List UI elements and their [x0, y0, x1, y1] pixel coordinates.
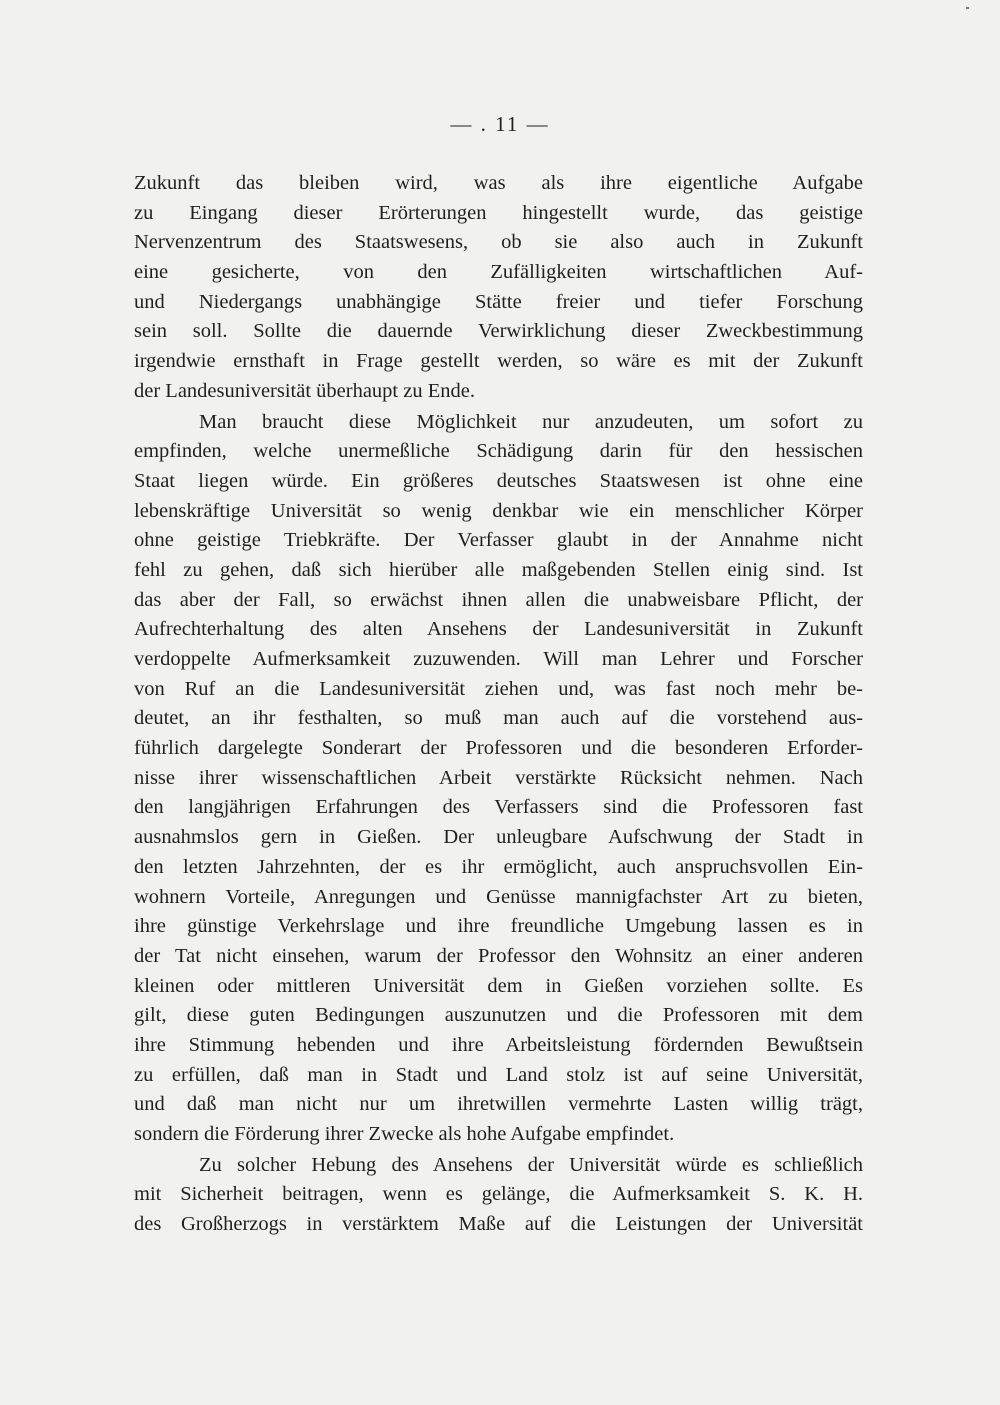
- text-line: Staat liegen würde. Ein größeres deutsches Staatswesen ist ohne eine: [134, 469, 863, 492]
- paragraph: [134, 408, 863, 1150]
- text-line: wohnern Vorteile, Anregungen und Genüsse mannigfachster Art zu bieten,: [134, 885, 863, 908]
- text-line: Zukunft das bleiben wird, was als ihre eigentliche Aufgabe: [134, 172, 863, 194]
- text-line: irgendwie ernsthaft in Frage gestellt werden, so wäre es mit der Zukunft: [134, 350, 863, 373]
- text-line: ihre günstige Verkehrslage und ihre freundliche Umgebung lassen es in: [134, 915, 863, 938]
- text-line: sondern die Förderung ihrer Zwecke als hohe Aufgabe empfindet.: [134, 1123, 675, 1145]
- text-line: empfinden, welche unermeßliche Schädigung darin für den hessischen: [134, 440, 863, 463]
- page-body-text: [134, 169, 863, 1240]
- text-line: Man braucht diese Möglichkeit nur anzudeuten, um sofort zu: [199, 410, 863, 433]
- text-line: Nervenzentrum des Staatswesens, ob sie also auch in Zukunft: [134, 231, 863, 254]
- text-line: den langjährigen Erfahrungen des Verfassers sind die Professoren fast: [134, 796, 863, 819]
- text-line: des Großherzogs in verstärktem Maße auf die Leistungen der Universität: [134, 1213, 863, 1236]
- text-line: gilt, diese guten Bedingungen auszunutzen und die Professoren mit dem: [134, 1004, 863, 1027]
- text-line: führlich dargelegte Sonderart der Professoren und die besonderen Erforder-: [134, 737, 863, 760]
- text-line: zu erfüllen, daß man in Stadt und Land stolz ist auf seine Universität,: [134, 1063, 863, 1086]
- text-line: Zu solcher Hebung des Ansehens der Universität würde es schließlich: [199, 1153, 863, 1176]
- text-line: Aufrechterhaltung des alten Ansehens der Landesuniversität in Zukunft: [134, 618, 863, 641]
- text-line: ohne geistige Triebkräfte. Der Verfasser glaubt in der Annahme nicht: [134, 529, 863, 552]
- scan-speck: [966, 7, 969, 9]
- text-line: lebenskräftige Universität so wenig denkbar wie ein menschlicher Körper: [134, 499, 863, 522]
- text-line: ausnahmslos gern in Gießen. Der unleugbare Aufschwung der Stadt in: [134, 826, 863, 849]
- text-line: von Ruf an die Landesuniversität ziehen und, was fast noch mehr be-: [134, 677, 863, 700]
- text-line: der Landesuniversität überhaupt zu Ende.: [134, 379, 475, 402]
- text-line: und Niedergangs unabhängige Stätte freier und tiefer Forschung: [134, 290, 863, 313]
- text-line: der Tat nicht einsehen, warum der Professor den Wohnsitz an einer anderen: [134, 944, 863, 967]
- paragraph: [134, 169, 863, 407]
- text-line: zu Eingang dieser Erörterungen hingestellt wurde, das geistige: [134, 201, 863, 224]
- text-line: ihre Stimmung hebenden und ihre Arbeitsleistung fördernden Bewußtsein: [134, 1033, 863, 1056]
- text-line: den letzten Jahrzehnten, der es ihr ermöglicht, auch anspruchsvollen Ein-: [134, 855, 863, 878]
- text-line: deutet, an ihr festhalten, so muß man auch auf die vorstehend aus-: [134, 707, 863, 730]
- text-line: fehl zu gehen, daß sich hierüber alle maßgebenden Stellen einig sind. Ist: [134, 558, 863, 581]
- text-line: und daß man nicht nur um ihretwillen vermehrte Lasten willig trägt,: [134, 1093, 863, 1116]
- text-line: kleinen oder mittleren Universität dem in Gießen vorziehen sollte. Es: [134, 974, 863, 997]
- text-line: sein soll. Sollte die dauernde Verwirklichung dieser Zweckbestimmung: [134, 320, 863, 343]
- text-line: mit Sicherheit beitragen, wenn es gelänge, die Aufmerksamkeit S. K. H.: [134, 1183, 863, 1206]
- text-line: verdoppelte Aufmerksamkeit zuzuwenden. Will man Lehrer und Forscher: [134, 648, 863, 670]
- page-number: — . 11 —: [450, 112, 550, 136]
- text-line: das aber der Fall, so erwächst ihnen allen die unabweisbare Pflicht, der: [134, 588, 863, 611]
- text-line: nisse ihrer wissenschaftlichen Arbeit verstärkte Rücksicht nehmen. Nach: [134, 766, 863, 789]
- text-line: eine gesicherte, von den Zufälligkeiten wirtschaftlichen Auf-: [134, 261, 863, 284]
- paragraph: [134, 1151, 863, 1240]
